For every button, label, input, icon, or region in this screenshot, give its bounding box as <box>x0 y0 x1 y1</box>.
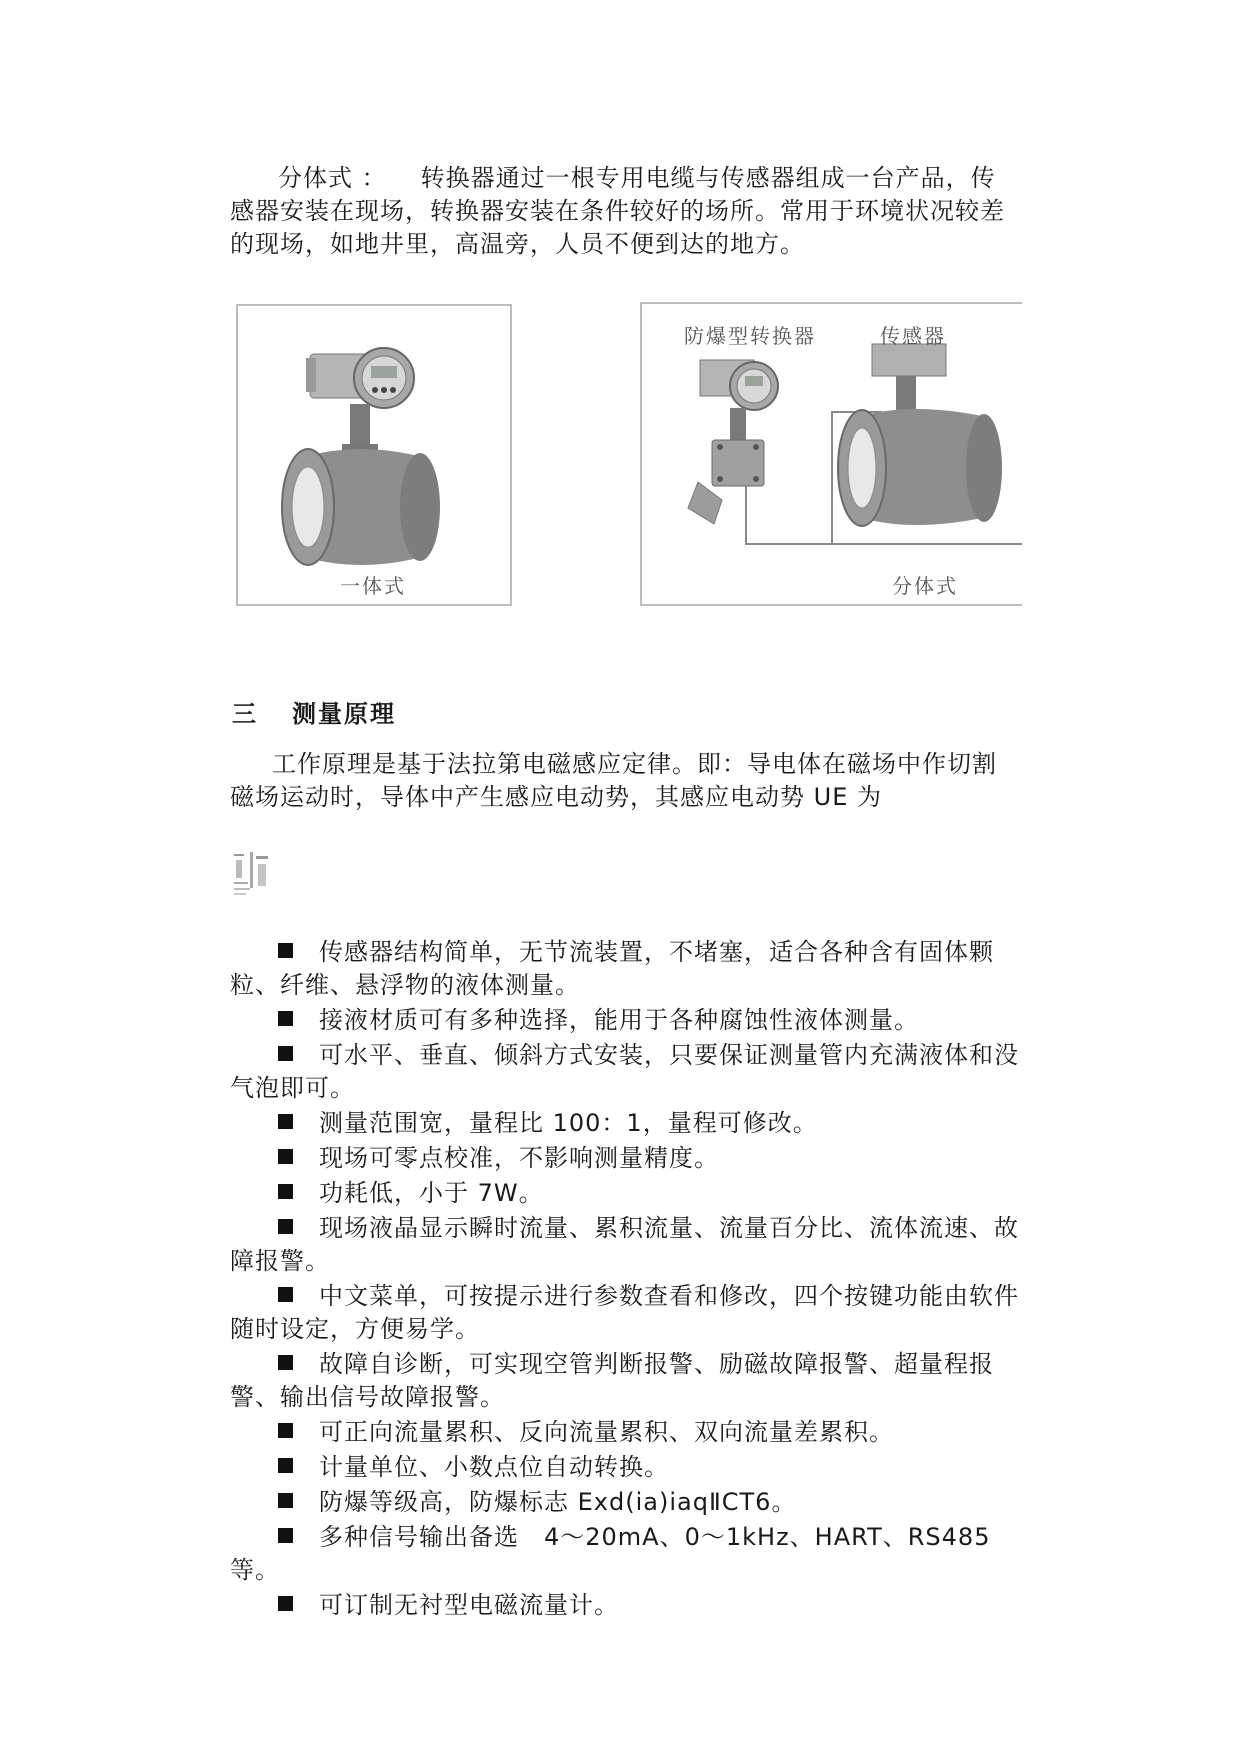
feature-item: 计量单位、小数点位自动转换。 <box>230 1451 1030 1484</box>
feature-item: 中文菜单，可按提示进行参数查看和修改，四个按键功能由软件随时设定，方便易学。 <box>230 1282 1019 1343</box>
square-bullet-icon <box>278 1596 293 1611</box>
square-bullet-icon <box>278 1493 293 1508</box>
square-bullet-icon <box>278 1184 293 1199</box>
intro-paragraph <box>230 162 1020 261</box>
sensor-label: 传感器 <box>880 324 946 348</box>
intro-lead: 分体式 ： <box>278 164 387 192</box>
feature-item: 可订制无衬型电磁流量计。 <box>230 1589 1030 1622</box>
section-title: 测量原理 <box>292 699 396 728</box>
integrated-flowmeter-figure <box>236 304 512 606</box>
feature-item: 功耗低，小于 7W。 <box>230 1177 1030 1210</box>
square-bullet-icon <box>278 1355 293 1370</box>
feature-item: 现场可零点校准，不影响测量精度。 <box>230 1142 1030 1175</box>
feature-item: 故障自诊断，可实现空管判断报警、励磁故障报警、超量程报警、输出信号故障报警。 <box>230 1350 994 1411</box>
feature-item: 多种信号输出备选 4～20mA、0～1kHz、HART、RS485 等。 <box>230 1523 991 1584</box>
feature-item: 接液材质可有多种选择，能用于各种腐蚀性液体测量。 <box>230 1004 1030 1037</box>
converter-label: 防爆型转换器 <box>684 324 816 348</box>
split-caption: 分体式 <box>892 574 958 598</box>
integrated-caption: 一体式 <box>340 574 406 598</box>
square-bullet-icon <box>278 1114 293 1129</box>
feature-item: 可水平、垂直、倾斜方式安装，只要保证测量管内充满液体和没气泡即可。 <box>230 1041 1019 1102</box>
feature-item: 现场液晶显示瞬时流量、累积流量、流量百分比、流体流速、故障报警。 <box>230 1214 1019 1275</box>
square-bullet-icon <box>278 1287 293 1302</box>
integrated-flowmeter-image <box>238 306 510 604</box>
square-bullet-icon <box>278 1011 293 1026</box>
square-bullet-icon <box>278 1219 293 1234</box>
split-flowmeter-image <box>642 304 1022 604</box>
feature-item: 可正向流量累积、反向流量累积、双向流量差累积。 <box>230 1416 1030 1449</box>
feature-item: 测量范围宽，量程比 100：1，量程可修改。 <box>230 1107 1030 1140</box>
section-number: 三 <box>232 699 258 728</box>
square-bullet-icon <box>278 1423 293 1438</box>
split-flowmeter-figure <box>640 302 1022 606</box>
feature-item: 传感器结构简单，无节流装置，不堵塞，适合各种含有固体颗粒、纤维、悬浮物的液体测量。 <box>230 938 994 999</box>
formula-image <box>232 850 272 898</box>
square-bullet-icon <box>278 1528 293 1543</box>
square-bullet-icon <box>278 1046 293 1061</box>
section-heading <box>232 694 396 729</box>
square-bullet-icon <box>278 943 293 958</box>
square-bullet-icon <box>278 1149 293 1164</box>
square-bullet-icon <box>278 1458 293 1473</box>
feature-item: 防爆等级高，防爆标志 Exd(ia)iaqⅡCT6。 <box>230 1486 1030 1519</box>
feature-list <box>230 936 1030 1624</box>
principle-paragraph: 工作原理是基于法拉第电磁感应定律。即：导电体在磁场中作切割磁场运动时，导体中产生感应电动势，其感应电动势 UE 为 <box>230 750 997 811</box>
intro-text: 转换器通过一根专用电缆与传感器组成一台产品，传感器安装在现场，转换器安装在条件较好的场所。常用于环境状况较差的现场，如地井里，高温旁，人员不便到达的地方。 <box>230 164 1005 258</box>
